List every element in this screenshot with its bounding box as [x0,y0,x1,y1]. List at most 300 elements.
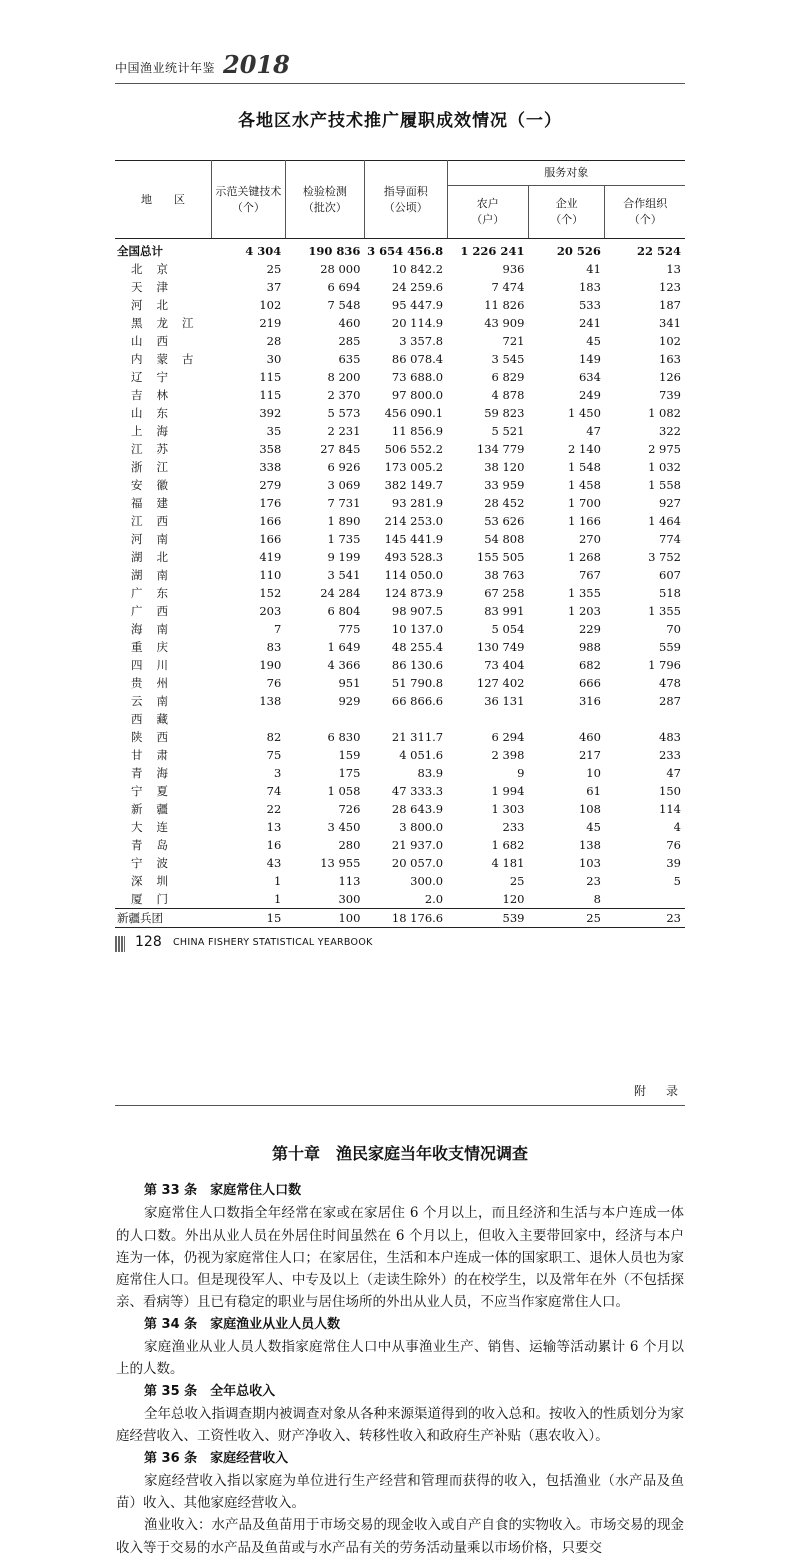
value-cell: 102 [659,334,681,348]
value-cell [528,710,604,728]
table-row [115,530,685,548]
value-cell: 322 [659,424,681,438]
value-cell: 115 [259,370,282,384]
col-header-tech: 示范关键技术 （个） [212,161,286,239]
value-cell: 10 842.2 [391,262,444,276]
value-cell: 635 [338,352,361,366]
region-cell: 甘肃 [131,748,182,762]
value-cell: 1 [273,874,282,888]
value-cell: 219 [259,316,282,330]
value-cell: 37 [266,280,282,294]
value-cell: 13 [266,820,282,834]
value-cell: 22 [266,802,282,816]
region-cell: 黑龙江 [131,316,208,330]
value-cell: 3 800.0 [399,820,444,834]
value-cell: 2 975 [648,442,681,456]
value-cell: 163 [659,352,681,366]
region-cell: 深圳 [131,874,182,888]
article-paragraph: 家庭常住人口数指全年经常在家或在家居住 6 个月以上，而且经济和生活与本户连成一体的人口数。外出从业人员在外居住时间虽然在 6 个月以上，但收入主要带回家中，经济与本户连为一体，仍视为家庭常住人口；在家居住，生活和本户连成一体的国家职工、退休人员也为家庭常住人口。但是现役军人、中专及以上（走读生除外）的在校学生，以及常年在外（不包括探亲、看病等）且已有稳定的职业与居住场所的外出从业人员，不应当作家庭常住人口。 [116,1205,684,1311]
table-row [115,458,685,476]
value-cell: 1 994 [491,784,525,798]
article-heading: 第 36 条 家庭经营收入 [144,1450,289,1466]
region-cell: 福建 [131,496,182,510]
value-cell: 1 166 [567,514,601,528]
value-cell: 460 [338,316,361,330]
value-cell: 287 [659,694,681,708]
value-cell: 126 [659,370,681,384]
region-cell: 广东 [131,586,182,600]
value-cell: 929 [338,694,361,708]
value-cell: 6 830 [327,730,361,744]
value-cell: 176 [259,496,282,510]
value-cell: 4 181 [491,856,525,870]
value-cell: 150 [659,784,681,798]
value-cell: 28 [266,334,282,348]
value-cell: 23 [605,909,685,928]
table-body [115,239,685,928]
value-cell: 41 [586,262,601,276]
value-cell: 1 464 [648,514,681,528]
article-paragraph: 全年总收入指调查期内被调查对象从各种来源渠道得到的收入总和。按收入的性质划分为家庭经营收入、工资性收入、财产净收入、转移性收入和政府生产补贴（惠农收入）。 [116,1405,684,1445]
value-cell: 493 528.3 [384,550,444,564]
value-cell: 1 303 [491,802,525,816]
value-cell: 3 752 [648,550,681,564]
value-cell: 67 258 [484,586,525,600]
region-cell: 宁波 [131,856,182,870]
value-cell: 300 [338,892,361,906]
value-cell: 38 763 [484,568,525,582]
value-cell: 11 856.9 [391,424,444,438]
footer-bars-icon [115,936,125,952]
region-cell: 安徽 [131,478,182,492]
table-row [115,602,685,620]
value-cell: 74 [266,784,282,798]
value-cell: 13 [666,262,681,276]
value-cell: 5 054 [491,622,525,636]
region-cell: 内蒙古 [131,352,208,366]
value-cell: 2.0 [424,892,444,906]
value-cell: 217 [578,748,601,762]
value-cell: 10 [586,766,601,780]
value-cell: 634 [578,370,601,384]
value-cell: 108 [578,802,601,816]
appendix-rule [115,1105,685,1106]
value-cell: 13 955 [320,856,361,870]
table-row [115,728,685,746]
region-cell: 贵州 [131,676,182,690]
value-cell: 2 231 [327,424,361,438]
value-cell: 114 050.0 [384,568,444,582]
value-cell: 110 [259,568,282,582]
value-cell: 726 [338,802,361,816]
table-row [115,584,685,602]
region-cell: 江苏 [131,442,182,456]
value-cell: 285 [338,334,361,348]
value-cell: 3 450 [327,820,361,834]
chapter-body [116,1180,684,1559]
value-cell: 3 [273,766,282,780]
value-cell: 951 [338,676,361,690]
value-cell: 25 [528,909,604,928]
value-cell: 166 [259,532,282,546]
region-cell: 宁夏 [131,784,182,798]
table-row [115,638,685,656]
table-row [115,260,685,278]
value-cell: 18 176.6 [364,909,447,928]
table-row [115,909,685,928]
value-cell: 93 281.9 [391,496,444,510]
region-cell: 江西 [131,514,182,528]
value-cell: 5 573 [327,406,361,420]
value-cell: 100 [285,909,364,928]
table-row [115,548,685,566]
value-cell: 316 [578,694,601,708]
value-cell: 20 114.9 [391,316,444,330]
value-cell: 66 866.6 [391,694,444,708]
value-cell: 24 284 [320,586,361,600]
value-cell: 1 735 [327,532,361,546]
value-cell: 149 [578,352,601,366]
article-paragraph: 渔业收入：水产品及鱼苗用于市场交易的现金收入或自产自食的实物收入。市场交易的现金收入等于交易的水产品及鱼苗或与水产品有关的劳务活动量乘以市场价格，只要交 [116,1517,684,1556]
value-cell: 927 [659,496,681,510]
table-row [115,494,685,512]
value-cell: 124 873.9 [384,586,444,600]
value-cell: 1 796 [648,658,681,672]
region-cell: 青海 [131,766,182,780]
col-header-enterprises: 企业 （个） [528,186,604,239]
page-footer [115,934,685,954]
value-cell: 97 800.0 [391,388,444,402]
value-cell: 2 140 [567,442,601,456]
value-cell: 36 131 [484,694,525,708]
col-header-cooperatives: 合作组织 （个） [605,186,685,239]
value-cell: 229 [578,622,601,636]
region-cell: 山西 [131,334,182,348]
page-number: 128 [135,934,162,950]
region-cell: 辽宁 [131,370,182,384]
region-cell: 海南 [131,622,182,636]
value-cell: 300.0 [410,874,444,888]
table-row [115,836,685,854]
value-cell: 1 [273,892,282,906]
value-cell: 190 836 [308,244,361,258]
value-cell: 1 450 [567,406,601,420]
region-cell: 四川 [131,658,182,672]
region-header: 地 区 [115,161,212,239]
region-cell: 吉林 [131,388,182,402]
value-cell: 76 [266,676,282,690]
header-rule [115,83,685,84]
value-cell: 1 890 [327,514,361,528]
region-cell: 新疆 [131,802,182,816]
value-cell: 1 058 [327,784,361,798]
table-row [115,656,685,674]
value-cell: 382 149.7 [384,478,444,492]
value-cell: 233 [659,748,681,762]
value-cell: 4 366 [327,658,361,672]
value-cell: 1 082 [648,406,681,420]
value-cell: 159 [338,748,361,762]
value-cell: 460 [578,730,601,744]
value-cell: 7 474 [491,280,525,294]
value-cell: 518 [659,586,681,600]
table-row [115,512,685,530]
value-cell: 6 804 [327,604,361,618]
region-cell: 河南 [131,532,182,546]
value-cell: 1 355 [648,604,681,618]
appendix-label: 附录 [634,1084,699,1098]
table-row [115,674,685,692]
value-cell: 24 259.6 [391,280,444,294]
table-row [115,890,685,909]
value-cell: 53 626 [484,514,525,528]
value-cell: 203 [259,604,282,618]
value-cell: 47 [586,424,601,438]
table-row [115,746,685,764]
value-cell: 3 654 456.8 [367,244,444,258]
value-cell: 9 199 [327,550,361,564]
table-row [115,566,685,584]
table-row [115,782,685,800]
value-cell: 73 688.0 [391,370,444,384]
value-cell: 115 [259,388,282,402]
value-cell: 48 255.4 [391,640,444,654]
region-cell: 河北 [131,298,182,312]
value-cell: 30 [266,352,282,366]
value-cell: 775 [338,622,361,636]
value-cell: 1 649 [327,640,361,654]
value-cell: 1 700 [567,496,601,510]
value-cell: 10 137.0 [391,622,444,636]
value-cell: 988 [578,640,601,654]
value-cell: 83 991 [484,604,525,618]
value-cell: 9 [517,766,525,780]
region-cell: 西藏 [131,712,182,726]
value-cell: 1 032 [648,460,681,474]
value-cell: 166 [259,514,282,528]
value-cell: 138 [259,694,282,708]
region-cell: 陕西 [131,730,182,744]
article-heading: 第 33 条 家庭常住人口数 [144,1183,302,1198]
value-cell [212,710,286,728]
value-cell: 6 694 [327,280,361,294]
value-cell: 134 779 [476,442,525,456]
value-cell: 38 120 [484,460,525,474]
value-cell: 241 [578,316,601,330]
value-cell: 7 548 [327,298,361,312]
value-cell: 6 294 [491,730,525,744]
table-row [115,278,685,296]
value-cell: 45 [586,820,601,834]
value-cell: 279 [259,478,282,492]
value-cell: 95 447.9 [391,298,444,312]
value-cell: 175 [338,766,361,780]
value-cell: 1 558 [648,478,681,492]
value-cell: 6 829 [491,370,525,384]
value-cell: 120 [502,892,525,906]
value-cell: 559 [659,640,681,654]
page-header [115,50,685,84]
value-cell: 28 643.9 [391,802,444,816]
value-cell: 11 826 [484,298,525,312]
value-cell: 5 521 [491,424,525,438]
value-cell: 20 526 [556,244,601,258]
header-year: 2018 [223,50,290,79]
value-cell: 3 069 [327,478,361,492]
value-cell: 33 959 [484,478,525,492]
region-cell: 全国总计 [117,244,163,258]
region-cell: 湖南 [131,568,182,582]
value-cell: 83 [266,640,282,654]
table-row [115,818,685,836]
value-cell: 478 [659,676,681,690]
value-cell: 76 [666,838,681,852]
region-cell: 重庆 [131,640,182,654]
value-cell: 1 226 241 [460,244,525,258]
value-cell: 1 203 [567,604,601,618]
table-row [115,710,685,728]
value-cell: 21 311.7 [391,730,444,744]
table-row [115,422,685,440]
value-cell: 47 333.3 [391,784,444,798]
value-cell: 47 [666,766,681,780]
group-header-service: 服务对象 [447,161,685,186]
value-cell: 114 [659,802,681,816]
value-cell: 1 458 [567,478,601,492]
region-cell: 浙江 [131,460,182,474]
region-cell: 新疆兵团 [115,909,212,928]
value-cell: 7 [273,622,282,636]
value-cell: 86 078.4 [391,352,444,366]
value-cell: 4 051.6 [399,748,444,762]
value-cell: 43 [266,856,282,870]
value-cell: 25 [509,874,525,888]
table-row [115,692,685,710]
value-cell: 130 749 [476,640,525,654]
value-cell: 39 [666,856,681,870]
value-cell: 721 [502,334,525,348]
table-row [115,386,685,404]
region-cell: 上海 [131,424,182,438]
value-cell: 5 [673,874,681,888]
value-cell: 16 [266,838,282,852]
table-row [115,368,685,386]
value-cell: 8 [593,892,601,906]
value-cell: 936 [502,262,525,276]
value-cell: 767 [578,568,601,582]
value-cell: 419 [259,550,282,564]
value-cell: 173 005.2 [384,460,444,474]
value-cell: 187 [659,298,681,312]
value-cell: 270 [578,532,601,546]
value-cell: 82 [266,730,282,744]
value-cell: 7 731 [327,496,361,510]
value-cell: 190 [259,658,282,672]
value-cell: 59 823 [484,406,525,420]
value-cell: 4 304 [245,244,282,258]
value-cell: 4 878 [491,388,525,402]
value-cell [605,890,685,909]
table-row [115,404,685,422]
value-cell: 98 907.5 [391,604,444,618]
value-cell: 249 [578,388,601,402]
value-cell: 214 253.0 [384,514,444,528]
value-cell: 86 130.6 [391,658,444,672]
value-cell: 83.9 [417,766,444,780]
value-cell: 1 548 [567,460,601,474]
value-cell [364,710,447,728]
value-cell: 3 545 [491,352,525,366]
value-cell: 73 404 [484,658,525,672]
value-cell: 27 845 [320,442,361,456]
value-cell: 75 [266,748,282,762]
value-cell: 45 [586,334,601,348]
value-cell: 280 [338,838,361,852]
region-cell: 大连 [131,820,182,834]
value-cell: 3 541 [327,568,361,582]
value-cell: 8 200 [327,370,361,384]
value-cell [605,710,685,728]
value-cell: 533 [578,298,601,312]
article-heading: 第 34 条 家庭渔业从业人员人数 [144,1316,341,1332]
value-cell: 2 370 [327,388,361,402]
value-cell: 392 [259,406,282,420]
value-cell: 341 [659,316,681,330]
col-header-inspection: 检验检测 （批次） [285,161,364,239]
value-cell: 1 268 [567,550,601,564]
table-row [115,296,685,314]
header-title: 中国渔业统计年鉴 [115,61,216,75]
value-cell: 155 505 [476,550,525,564]
value-cell: 506 552.2 [384,442,444,456]
value-cell [285,710,364,728]
value-cell: 358 [259,442,282,456]
region-cell: 青岛 [131,838,182,852]
article-paragraph: 家庭渔业从业人员人数指家庭常住人口中从事渔业生产、销售、运输等活动累计 6 个月以上的人数。 [116,1339,684,1378]
col-header-area: 指导面积 （公顷） [364,161,447,239]
table-row [115,332,685,350]
value-cell: 15 [212,909,286,928]
region-cell: 湖北 [131,550,182,564]
value-cell: 54 808 [484,532,525,546]
region-cell: 云南 [131,694,182,708]
table-row [115,764,685,782]
value-cell: 23 [586,874,601,888]
value-cell: 35 [266,424,282,438]
value-cell: 138 [578,838,601,852]
col-header-households: 农户 （户） [447,186,528,239]
value-cell: 539 [447,909,528,928]
value-cell: 666 [578,676,601,690]
table-row [115,440,685,458]
value-cell: 103 [578,856,601,870]
region-cell: 天津 [131,280,182,294]
table-row [115,620,685,638]
value-cell: 3 357.8 [399,334,444,348]
table-row [115,350,685,368]
value-cell: 61 [586,784,601,798]
value-cell: 483 [659,730,681,744]
value-cell: 2 398 [491,748,525,762]
value-cell: 70 [666,622,681,636]
chapter-title: 第十章 渔民家庭当年收支情况调查 [271,1144,528,1163]
value-cell: 1 682 [491,838,525,852]
value-cell: 21 937.0 [391,838,444,852]
table-row [115,476,685,494]
value-cell: 28 452 [484,496,525,510]
value-cell: 456 090.1 [384,406,444,420]
value-cell: 25 [266,262,282,276]
